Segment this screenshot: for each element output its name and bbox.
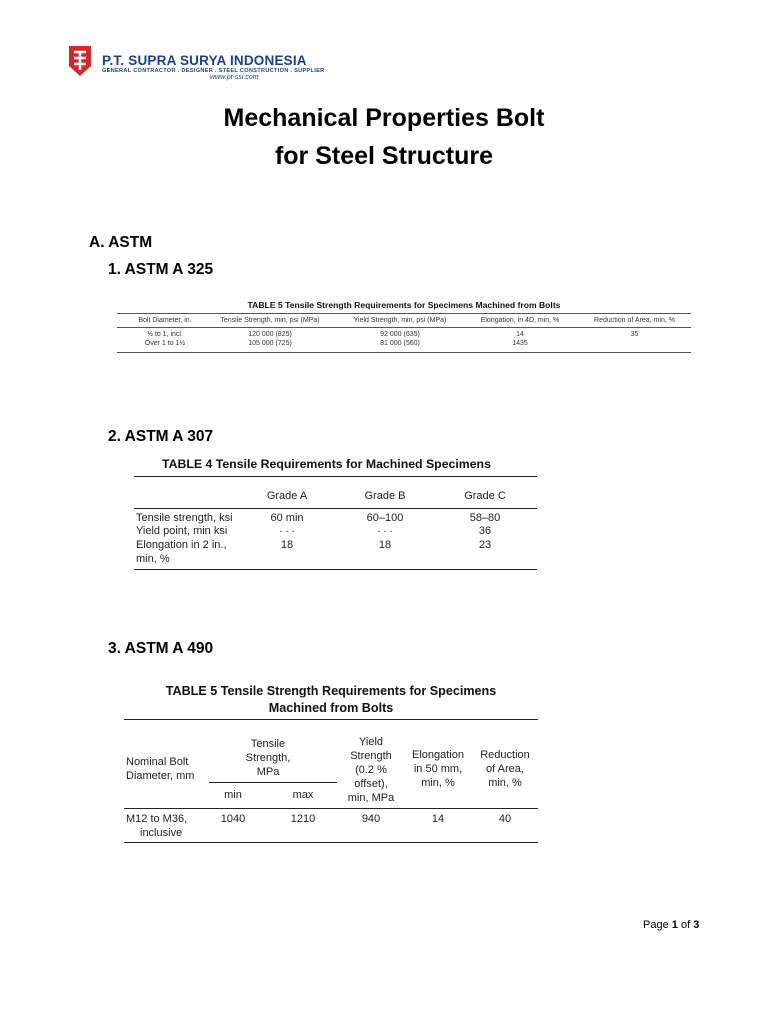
table-rule	[134, 569, 537, 570]
section-heading: A. ASTM	[89, 234, 153, 251]
column-header-tensile: Tensile Strength, MPa	[245, 738, 291, 778]
table-cell: 14	[516, 331, 524, 338]
table-rule	[209, 782, 337, 783]
table-cell: M12 to M36, inclusive	[126, 813, 188, 839]
table-rule	[124, 808, 538, 809]
table-cell: . . .	[279, 523, 295, 535]
table-rule	[117, 313, 691, 314]
company-tagline: GENERAL CONTRACTOR . DESIGNER . STEEL CONSTRUCTION . SUPPLIER	[102, 68, 325, 74]
table-title-line-2: Machined from Bolts	[268, 701, 394, 715]
table-rule	[124, 842, 538, 843]
table-cell: Over 1 to 1½	[144, 340, 186, 347]
table-cell: 940	[361, 813, 381, 825]
table-rule	[124, 719, 538, 720]
item-astm-a490: 3. ASTM A 490	[108, 640, 214, 657]
column-header: Grade B	[364, 490, 406, 502]
page-title-line-1: Mechanical Properties Bolt	[223, 104, 545, 132]
table-cell: 18	[280, 539, 294, 551]
table-cell: min, %	[136, 553, 170, 565]
column-header: Yield Strength, min, psi (MPa)	[353, 317, 447, 324]
table-cell: 1210	[290, 813, 316, 825]
column-header-reduction: Reduction of Area, min, %	[480, 749, 530, 789]
column-header: Tensile Strength, min, psi (MPa)	[220, 317, 320, 324]
table-cell: . . .	[377, 523, 393, 535]
column-header-yield: Yield Strength (0.2 % offset), min, MPa	[347, 736, 395, 804]
column-header: Elongation, in 4D, min, %	[480, 317, 560, 324]
table-cell: Elongation in 2 in.,	[136, 539, 227, 551]
table-rule	[134, 476, 537, 477]
column-header: Bolt Diameter, in.	[138, 317, 192, 324]
table-rule	[117, 352, 691, 353]
company-website: www.pt-ssi.com	[210, 74, 259, 81]
table-rule	[117, 327, 691, 328]
table-cell: ½ to 1, incl.	[147, 331, 183, 338]
table-cell: 23	[478, 539, 492, 551]
column-header-tensile-min: min	[224, 789, 242, 801]
page-number: Page 1 of 3	[643, 919, 700, 931]
table-cell: 40	[498, 813, 512, 825]
table-cell: 81 000 (560)	[380, 340, 420, 347]
table-title-line-1: TABLE 5 Tensile Strength Requirements for Specimens	[165, 684, 497, 698]
page-title-line-2: for Steel Structure	[274, 142, 494, 170]
table-title	[124, 683, 538, 717]
column-header: Grade C	[464, 490, 506, 502]
table-cell: Tensile strength, ksi	[136, 512, 233, 524]
table-cell: Yield point, min ksi	[136, 525, 228, 537]
table-cell: 60 min	[270, 512, 304, 524]
column-header-diameter: Nominal Bolt Diameter, mm	[126, 756, 195, 782]
table-title: TABLE 4 Tensile Requirements for Machined Specimens	[162, 457, 491, 471]
table-cell: 14	[431, 813, 445, 825]
table-cell: 36	[478, 525, 492, 537]
column-header-tensile-max: max	[292, 789, 314, 801]
table-cell: 120 000 (825)	[248, 331, 292, 338]
table-rule	[134, 508, 537, 509]
table-cell: 1435	[512, 340, 528, 347]
table-cell: 60–100	[366, 512, 404, 524]
table-cell: 105 000 (725)	[248, 340, 292, 347]
company-name: P.T. SUPRA SURYA INDONESIA	[102, 53, 307, 68]
table-cell: 58–80	[469, 512, 501, 524]
item-astm-a325: 1. ASTM A 325	[108, 261, 214, 278]
column-header-elongation: Elongation in 50 mm, min, %	[412, 749, 464, 789]
table-cell: 18	[378, 539, 392, 551]
table-cell: 1040	[220, 813, 246, 825]
column-header: Reduction of Area, min, %	[594, 317, 675, 324]
column-header: Grade A	[266, 490, 308, 502]
table-cell: 92 000 (635)	[380, 331, 420, 338]
table-title: TABLE 5 Tensile Strength Requirements for Specimens Machined from Bolts	[247, 300, 561, 310]
table-cell: 35	[630, 331, 639, 338]
ssi-logo-icon	[66, 44, 94, 78]
item-astm-a307: 2. ASTM A 307	[108, 428, 214, 445]
